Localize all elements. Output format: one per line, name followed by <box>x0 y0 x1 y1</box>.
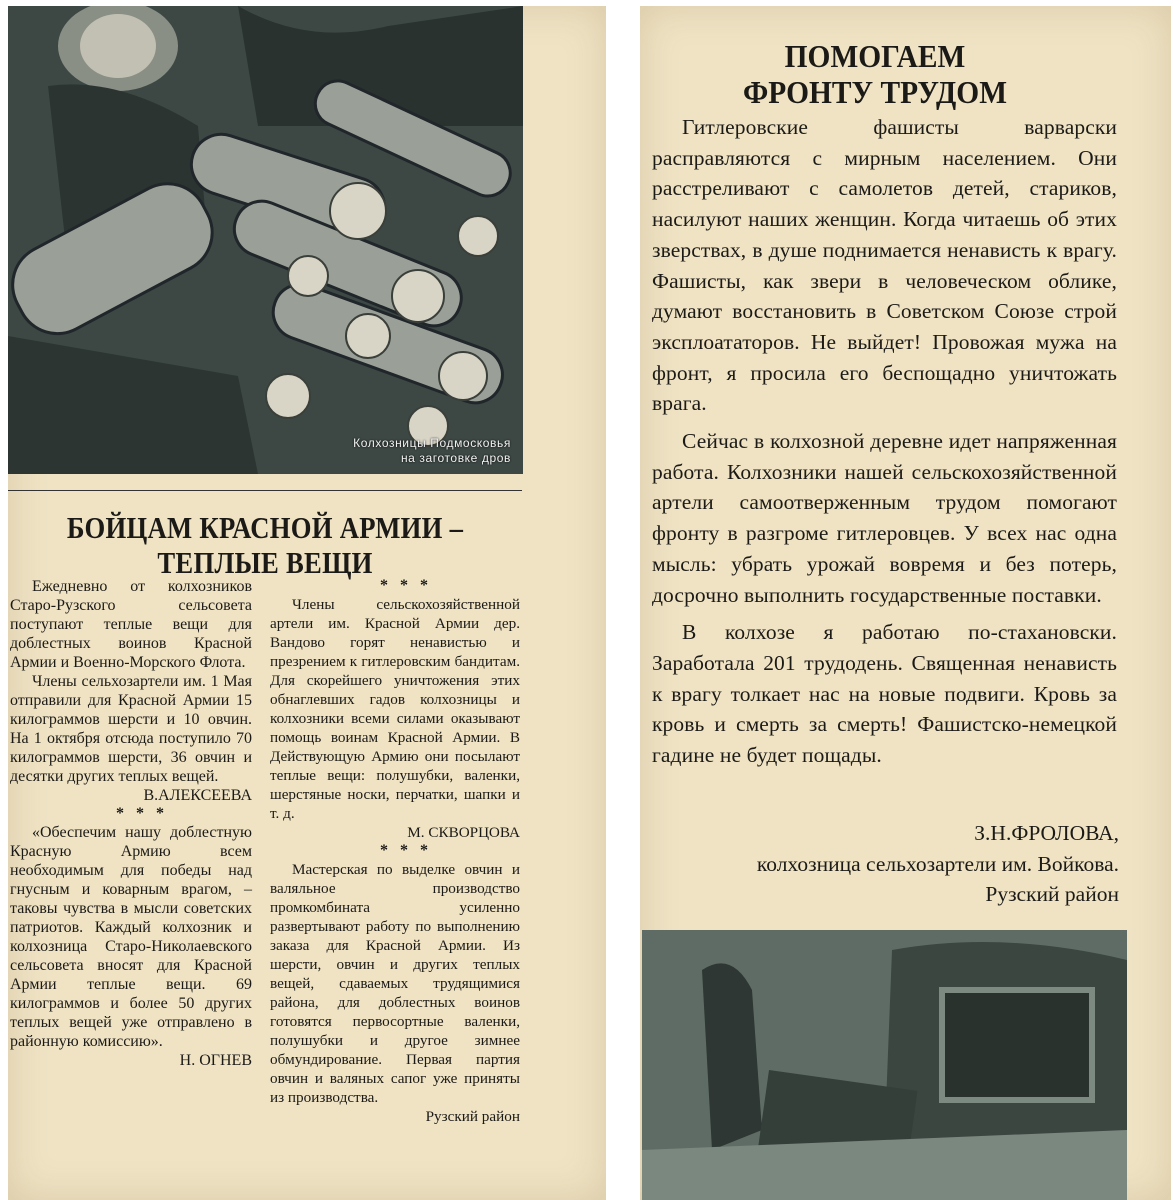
section-stars: * * * <box>380 577 432 594</box>
section-stars: * * * <box>380 842 432 859</box>
section-divider <box>8 490 522 491</box>
author-signature: М. СКВОРЦОВА <box>407 824 520 841</box>
caption-line-2: на заготовке дров <box>400 451 511 465</box>
author-signature: З.Н.ФРОЛОВА, <box>974 821 1119 845</box>
headline-line-2: ТЕПЛЫЕ ВЕЩИ <box>157 545 373 580</box>
caption-line-1: Колхозницы Подмосковья <box>353 436 511 450</box>
right-headline <box>723 38 1027 110</box>
truck-photo <box>642 930 1127 1200</box>
headline-line-1: БОЙЦАМ КРАСНОЙ АРМИИ – <box>66 510 464 545</box>
left-headline <box>44 510 486 580</box>
left-newspaper-clipping <box>8 6 606 1200</box>
article-paragraph: В колхозе я работаю по-стахановски. Заработала 201 трудодень. Священная ненависть к врагу толкает нас на новые подвиги. Кровь за кровь и смерть за смерть! Фашистско-немецкой гадине не будет пощады. <box>652 620 1117 768</box>
article-paragraph: Члены сельхозартели им. 1 Мая отправили для Красной Армии 15 килограммов шерсти и 10 овчин. На 1 октября отсюда поступило 70 килограммов шерсти, 36 овчин и десятки других теплых вещей. <box>10 673 252 785</box>
headline-line-1: ПОМОГАЕМ <box>784 38 966 74</box>
article-paragraph: Мастерская по выделке овчин и валяльное производство промкомбината усиленно развертывают работу по выполнению заказа для Красной Армии. Из шерсти, овчин и других теплых вещей, сдаваемых трудящимися района, для доблестных воинов готовятся первосортные валенки, полушубки и другое зимнее обмундирование. Первая партия овчин и валяных сапог уже приняты из производства. <box>270 861 520 1106</box>
logs-illustration <box>8 6 523 474</box>
section-stars: * * * <box>116 805 168 822</box>
photo-caption <box>353 436 511 466</box>
article-paragraph: Гитлеровские фашисты варварски расправляются с мирным населением. Они расстреливают с самолетов детей, стариков, насилуют наших женщин. Когда читаешь об этих зверствах, в душе поднимается ненависть к врагу. Фашисты, как звери в человеческом облике, думают восстановить в Советском Союзе строй эксплоататоров. Не выйдет! Провожая мужа на фронт, я просила его беспощадно уничтожать врага. <box>652 115 1117 416</box>
author-role: колхозница сельхозартели им. Войкова. <box>756 851 1119 876</box>
right-signature-block <box>649 818 1119 910</box>
right-newspaper-clipping <box>640 6 1171 1200</box>
left-column-1 <box>10 577 252 1070</box>
article-paragraph: Сейчас в колхозной деревне идет напряженная работа. Колхозники нашей сельскохозяйственной артели самоотверженным трудом помогают фронту в разгроме гитлеровцев. У всех нас одна мысль: убрать урожай вовремя и без потерь, досрочно выполнить государственные поставки. <box>652 429 1117 607</box>
right-article-body <box>652 112 1117 778</box>
article-paragraph: «Обеспечим нашу доблестную Красную Армию всем необходимым для победы над гнусным и коварным врагом, – таковы чувства в мысли советских патриотов. Каждый колхозник и колхозница Старо-Николаевского сельсовета вносят для Красной Армии теплые вещи. 69 килограммов и более 50 других теплых вещей уже отправлено в районную комиссию». <box>10 824 252 1050</box>
article-paragraph: Ежедневно от колхозников Старо-Рузского сельсовета поступают теплые вещи для доблестных воинов Красной Армии и Военно-Морского Флота. <box>10 578 252 671</box>
article-paragraph: Члены сельскохозяйственной артели им. Красной Армии дер. Вандово горят ненавистью и презрением к гитлеровским бандитам. Для скорейшего уничтожения этих обнаглевших гадов колхозницы и колхозники всеми силами оказывают помощь воинам Красной Армии. В Действующую Армию они посылают теплые вещи: полушубки, валенки, шерстяные носки, перчатки, шапки и т. д. <box>270 596 520 822</box>
headline-line-2: ФРОНТУ ТРУДОМ <box>743 74 1007 110</box>
logging-photo <box>8 6 523 474</box>
author-signature: В.АЛЕКСЕЕВА <box>143 787 252 804</box>
location-signature: Рузский район <box>985 882 1119 906</box>
left-column-2 <box>270 577 520 1126</box>
author-signature: Н. ОГНЕВ <box>179 1052 252 1069</box>
truck-illustration <box>642 930 1127 1200</box>
location-signature: Рузский район <box>425 1108 520 1125</box>
